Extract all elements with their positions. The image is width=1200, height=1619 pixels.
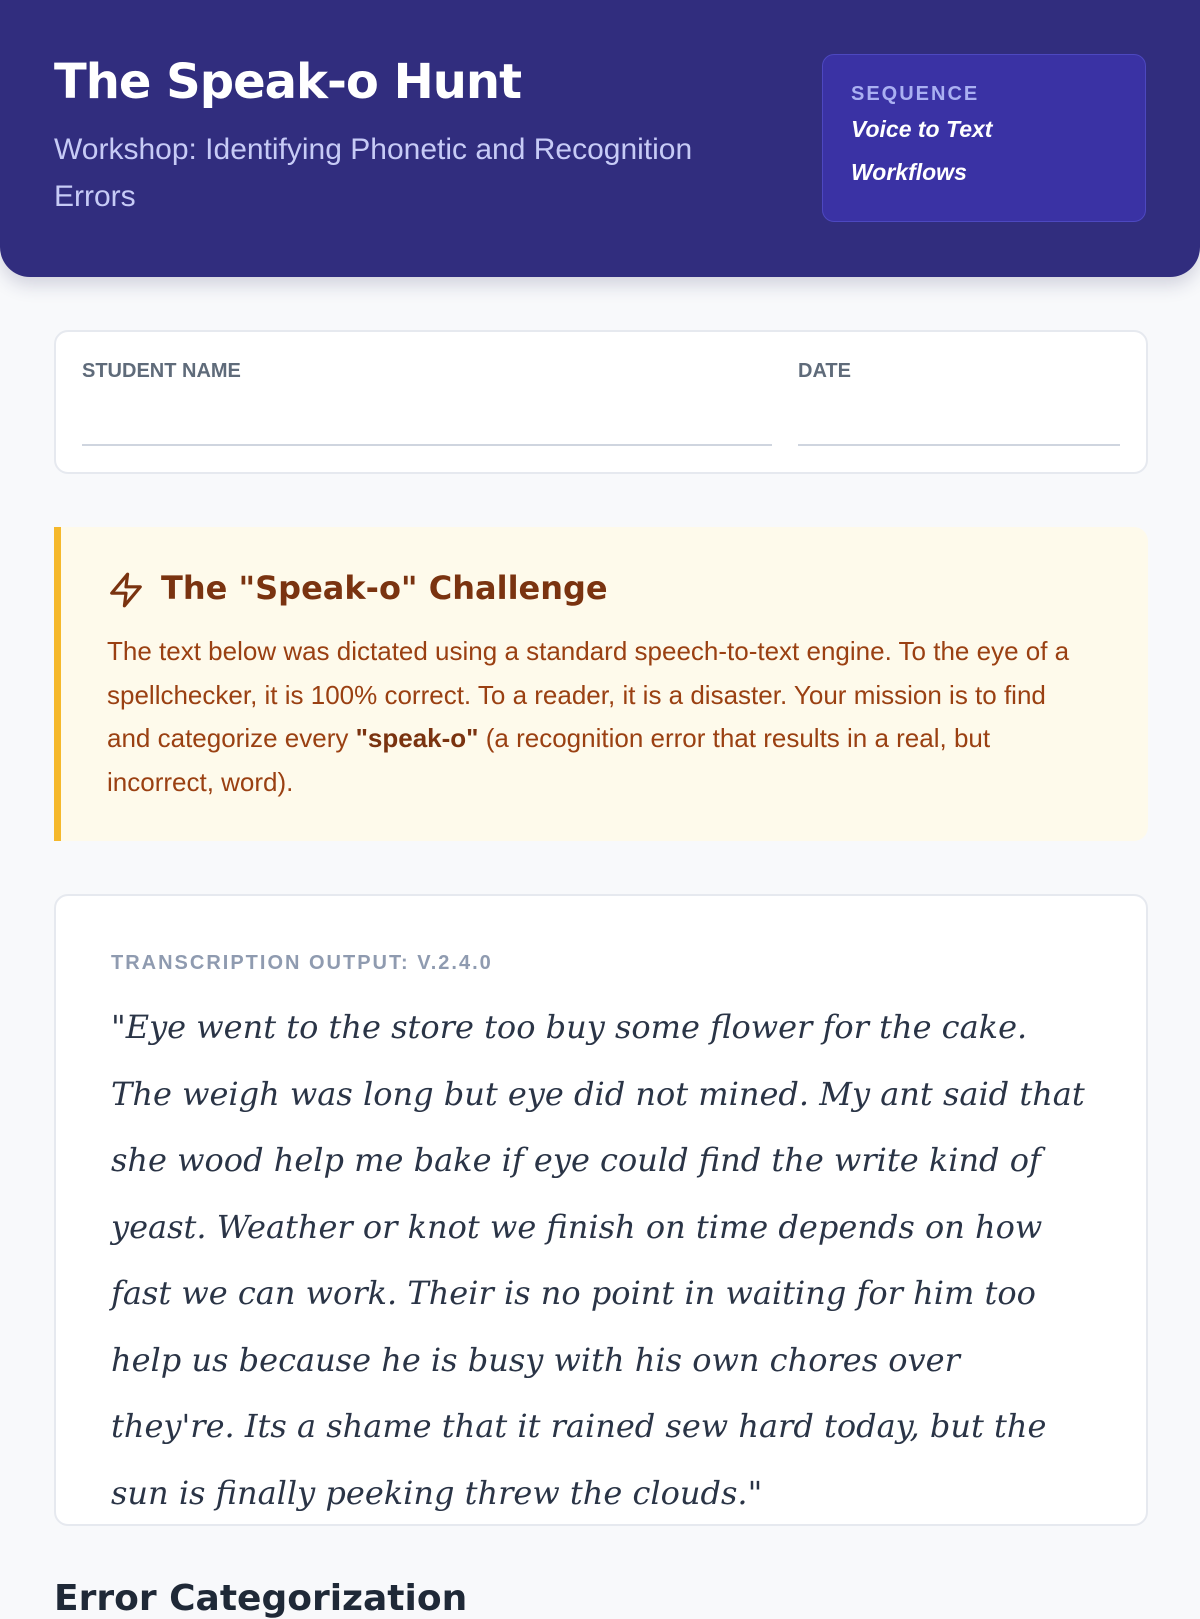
challenge-title: The "Speak-o" Challenge (161, 569, 608, 607)
challenge-callout (54, 527, 1148, 841)
transcription-text: "Eye went to the store too buy some flower for the cake. The weigh was long but eye did not mined. My ant said that she wood help me bake if eye could find the write kind of yeast. Weather or knot we finish on time depends on how fast we can work. Their is no point in waiting for him too help us because he is busy with his own chores over they're. Its a shame that it rained sew hard today, but the sun is finally peeking threw the clouds." (111, 1008, 1085, 1512)
student-info-card (54, 330, 1148, 474)
challenge-body-after: (a recognition error that results in a real, but incorrect, word). (107, 723, 991, 797)
student-name-field[interactable] (82, 444, 772, 446)
sequence-value-line-2: Workflows (851, 159, 967, 185)
date-label: DATE (798, 360, 851, 382)
sequence-box (822, 54, 1146, 222)
challenge-body-highlight: "speak-o" (355, 723, 479, 753)
section-heading: Error Categorization (54, 1578, 468, 1619)
page-header (0, 0, 1200, 277)
transcription-card (54, 894, 1148, 1526)
page-subtitle: Workshop: Identifying Phonetic and Recognition Errors (54, 133, 693, 213)
sequence-label: SEQUENCE (851, 83, 980, 105)
date-field[interactable] (798, 444, 1120, 446)
student-name-label: STUDENT NAME (82, 360, 241, 382)
challenge-body (107, 630, 1087, 804)
transcription-label: TRANSCRIPTION OUTPUT: V.2.4.0 (111, 952, 493, 974)
page-title: The Speak-o Hunt (54, 54, 522, 110)
sequence-value (851, 108, 1117, 194)
sequence-value-line-1: Voice to Text (851, 116, 993, 142)
challenge-body-before: The text below was dictated using a standard speech-to-text engine. To the eye of a spellchecker, it is 100% correct. To a reader, it is a disaster. Your mission is to find and categorize every (107, 636, 1070, 753)
lightning-icon (107, 571, 145, 609)
